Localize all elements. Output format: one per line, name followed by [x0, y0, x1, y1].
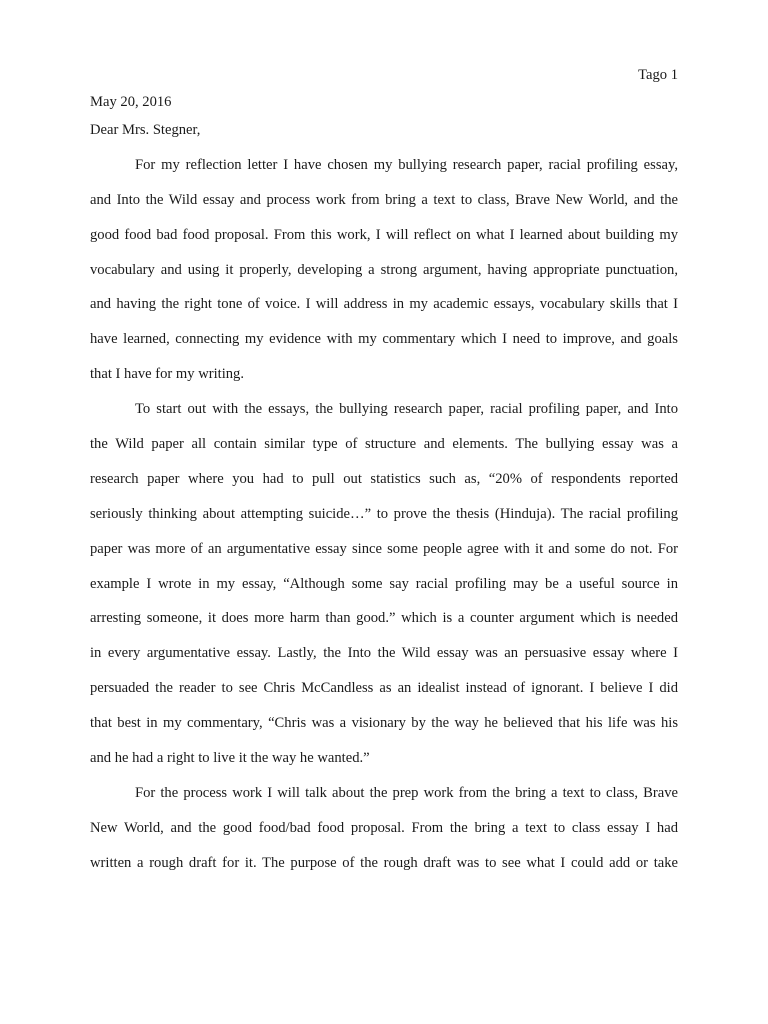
- paragraph-1: [90, 155, 678, 399]
- paragraph-3: [90, 783, 678, 888]
- paragraph-line: in every argumentative essay. Lastly, the Into the Wild essay was an persuasive essay where I: [90, 645, 678, 662]
- paragraph-line: For the process work I will talk about the prep work from the bring a text to class, Brave: [135, 784, 678, 801]
- paragraph-line: New World, and the good food/bad food proposal. From the bring a text to class essay I had: [90, 819, 678, 836]
- letter-date: May 20, 2016: [90, 94, 172, 110]
- paragraph-line: and Into the Wild essay and process work from bring a text to class, Brave New World, and the: [90, 191, 678, 208]
- paragraph-line: paper was more of an argumentative essay since some people agree with it and some do not. For: [90, 540, 678, 557]
- paragraph-line: that best in my commentary, “Chris was a visionary by the way he believed that his life was his: [90, 715, 678, 732]
- paragraph-2: [90, 399, 678, 783]
- paragraph-line: To start out with the essays, the bullying research paper, racial profiling paper, and Into: [135, 401, 678, 418]
- paragraph-line: good food bad food proposal. From this work, I will reflect on what I learned about building my: [90, 226, 678, 243]
- paragraph-line: the Wild paper all contain similar type of structure and elements. The bullying essay was a: [90, 436, 678, 453]
- running-head: Tago 1: [638, 67, 678, 83]
- paragraph-line: research paper where you had to pull out statistics such as, “20% of respondents reported: [90, 470, 678, 487]
- paragraph-line: seriously thinking about attempting suicide…” to prove the thesis (Hinduja). The racial profiling: [90, 505, 678, 522]
- paragraph-line: persuaded the reader to see Chris McCandless as an idealist instead of ignorant. I believe I did: [90, 680, 678, 697]
- letter-body: [90, 92, 678, 888]
- paragraph-line: and having the right tone of voice. I will address in my academic essays, vocabulary skills that I: [90, 296, 678, 313]
- paragraph-line: arresting someone, it does more harm than good.” which is a counter argument which is needed: [90, 610, 678, 627]
- paragraph-line: vocabulary and using it properly, developing a strong argument, having appropriate punctuation,: [90, 261, 678, 278]
- paragraph-line: and he had a right to live it the way he wanted.”: [90, 750, 370, 767]
- salutation: Dear Mrs. Stegner,: [90, 122, 201, 138]
- paragraph-line: that I have for my writing.: [90, 366, 245, 383]
- paragraph-line: example I wrote in my essay, “Although some say racial profiling may be a useful source in: [90, 575, 678, 592]
- paragraph-line: For my reflection letter I have chosen my bullying research paper, racial profiling essay,: [135, 156, 678, 173]
- paragraph-line: written a rough draft for it. The purpose of the rough draft was to see what I could add or take: [90, 854, 678, 871]
- paragraph-line: have learned, connecting my evidence with my commentary which I need to improve, and goals: [90, 331, 678, 348]
